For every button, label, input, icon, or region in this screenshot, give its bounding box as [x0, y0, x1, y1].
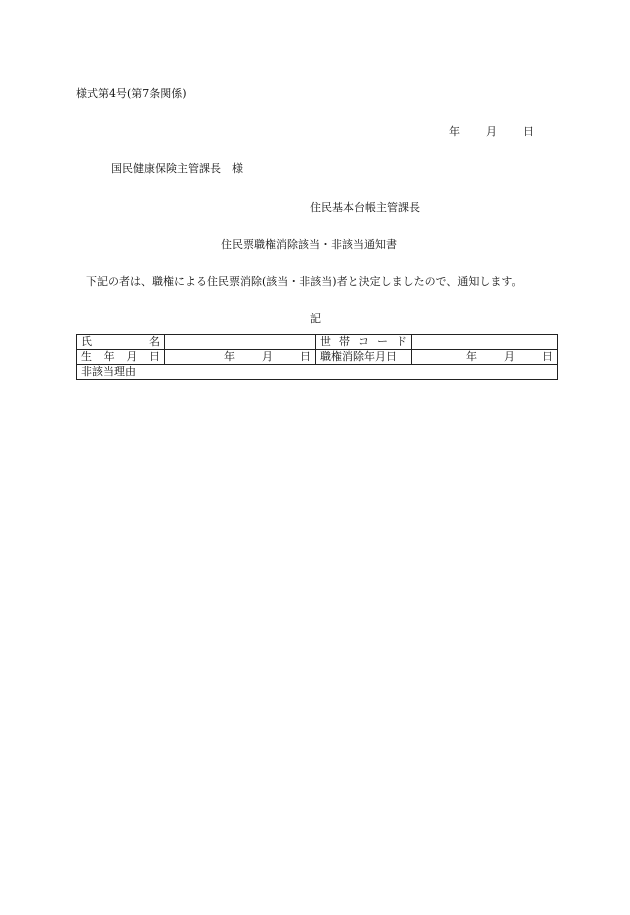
birth-day: 日: [300, 350, 311, 363]
name-label-cell: [77, 335, 165, 350]
issue-date-month: 月: [486, 125, 497, 138]
birth-year: 年: [224, 350, 235, 363]
deletion-month: 月: [504, 350, 515, 363]
household-code-label-cell: [316, 335, 412, 350]
deletion-year: 年: [466, 350, 477, 363]
reason-label: 非該当理由: [81, 365, 136, 378]
addressee: 国民健康保険主管課長 様: [111, 162, 243, 175]
birth-label-cell: [77, 350, 165, 365]
deletion-date-cell[interactable]: [412, 350, 558, 365]
notice-form-table: [76, 334, 558, 380]
name-label-char: 名: [149, 335, 160, 348]
birth-month: 月: [262, 350, 273, 363]
birth-label-char: 月: [126, 350, 138, 363]
body-text: 下記の者は、職権による住民票消除(該当・非該当)者と決定しましたので、通知します。: [86, 275, 523, 288]
issue-date-day: 日: [523, 125, 534, 138]
name-value-cell[interactable]: [165, 335, 316, 350]
birth-date-cell[interactable]: [165, 350, 316, 365]
household-code-char: ー: [377, 335, 388, 348]
table-row: [77, 350, 558, 365]
sender: 住民基本台帳主管課長: [310, 201, 420, 214]
household-code-char: ド: [396, 335, 407, 348]
issue-date: [449, 123, 534, 139]
form-number: 様式第4号(第7条関係): [76, 87, 187, 100]
table-row: [77, 365, 558, 380]
document-title: 住民票職権消除該当・非該当通知書: [221, 238, 397, 251]
household-code-char: 世: [320, 335, 331, 348]
issue-date-year: 年: [449, 125, 460, 138]
household-code-char: コ: [358, 335, 369, 348]
table-row: [77, 335, 558, 350]
deletion-day: 日: [542, 350, 553, 363]
birth-label-char: 日: [148, 350, 160, 363]
name-label-char: 氏: [81, 335, 92, 348]
reason-cell[interactable]: [77, 365, 558, 380]
ki-heading: 記: [310, 312, 321, 325]
birth-label-char: 年: [103, 350, 115, 363]
household-code-char: 帯: [339, 335, 350, 348]
household-code-value-cell[interactable]: [412, 335, 558, 350]
deletion-date-label-cell: 職権消除年月日: [316, 350, 412, 365]
birth-label-char: 生: [81, 350, 92, 363]
